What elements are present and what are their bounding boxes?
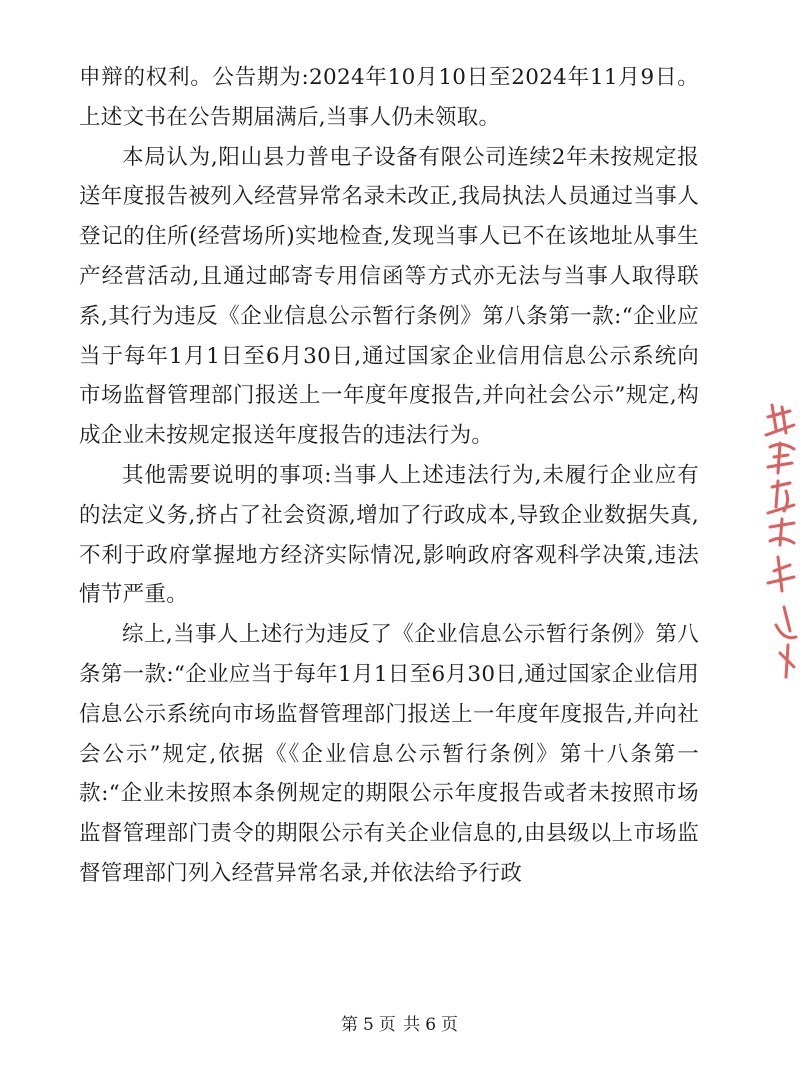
document-body (79, 58, 699, 894)
paragraph-notice-period: 申辩的权利。公告期为:2024年10月10日至2024年11月9日。上述文书在公告期届满后,当事人仍未领取。 (79, 65, 699, 130)
footer-prefix: 第 (340, 1015, 359, 1035)
paragraph-bureau-finding: 本局认为,阳山县力普电子设备有限公司连续2年未按规定报送年度报告被列入经营异常名录未改正,我局执法人员通过当事人登记的住所(经营场所)实地检查,发现当事人已不在该地址从事生产经营活动,且通过邮寄专用信函等方式亦无法与当事人取得联系,其行为违反《企业信息公示暂行条例》第八条第一款:“企业应当于每年1月1日至6月30日,通过国家企业信用信息公示系统向市场监督管理部门报送上一年度年度报告,并向社会公示”规定,构成企业未按规定报送年度报告的违法行为。 (79, 144, 699, 449)
paragraph-conclusion: 综上,当事人上述行为违反了《企业信息公示暂行条例》第八条第一款:“企业应当于每年1月1日至6月30日,通过国家企业信用信息公示系统向市场监督管理部门报送上一年度年度报告,并向社会公示”规定,依据《《企业信息公示暂行条例》第十八条第一款:“企业未按照本条例规定的期限公示年度报告或者未按照市场监督管理部门责令的期限公示有关企业信息的,由县级以上市场监督管理部门列入经营异常名录,并依法给予行政 (79, 622, 699, 886)
paragraph-other-matters: 其他需要说明的事项:当事人上述违法行为,未履行企业应有的法定义务,挤占了社会资源,增加了行政成本,导致企业数据失真,不利于政府掌握地方经济实际情况,影响政府客观科学决策,违法情节严重。 (79, 462, 699, 608)
footer-middle: 页 共 (378, 1015, 422, 1035)
total-pages-number: 6 (425, 1015, 438, 1035)
page-footer (0, 1010, 800, 1035)
current-page-number: 5 (362, 1015, 375, 1035)
footer-suffix: 页 (441, 1015, 460, 1035)
official-seal-icon (760, 395, 800, 685)
